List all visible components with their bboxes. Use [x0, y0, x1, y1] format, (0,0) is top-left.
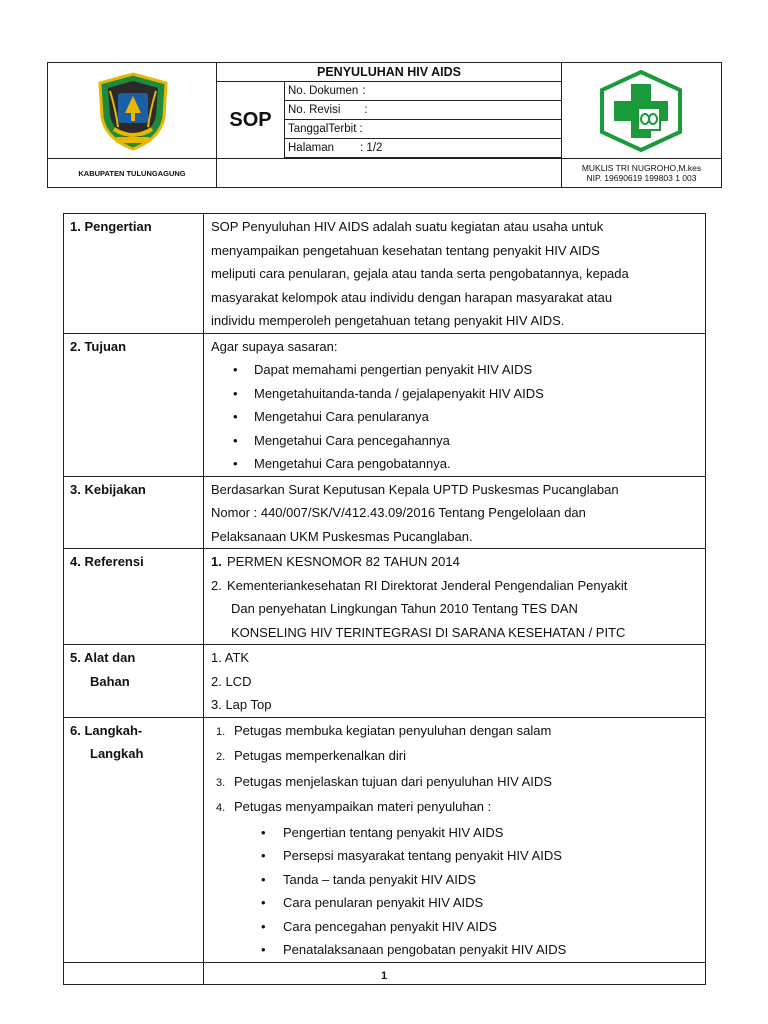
paragraph-line: Berdasarkan Surat Keputusan Kepala UPTD Puskesmas Pucanglaban — [211, 481, 619, 497]
item-number: 1. — [211, 554, 222, 569]
header-blank-cell — [217, 158, 561, 188]
list-item: • Mengetahui Cara penularanya — [211, 405, 698, 429]
row-label — [64, 645, 204, 718]
row-content — [204, 549, 706, 645]
materi-item: • Pengertian tentang penyakit HIV AIDS — [211, 821, 698, 845]
row-content — [204, 717, 706, 962]
step-item — [211, 744, 698, 770]
step-number: 1. — [216, 725, 226, 738]
meta-value: : — [362, 85, 366, 97]
regency-logo-cell — [48, 63, 217, 158]
row-content — [204, 476, 706, 549]
step-text: Petugas menjelaskan tujuan dari penyuluhan HIV AIDS — [234, 773, 552, 789]
step-item — [211, 719, 698, 745]
regency-name: KABUPATEN TULUNGAGUNG — [48, 158, 217, 188]
signatory — [561, 158, 721, 188]
list-item: • Mengetahui Cara pencegahannya — [211, 429, 698, 453]
step-text: Petugas memperkenalkan diri — [234, 748, 406, 763]
list-item: 3. Lap Top — [211, 697, 272, 712]
row-content — [204, 645, 706, 718]
paragraph-line: Nomor : 440/007/SK/V/412.43.09/2016 Tentang Pengelolaan dan — [211, 505, 586, 520]
list-item — [211, 550, 698, 574]
meta-label: No. Revisi — [288, 104, 341, 116]
signatory-name: MUKLIS TRI NUGROHO,M.kes — [581, 163, 702, 173]
puskesmas-logo-cell — [561, 63, 721, 158]
sop-content-table — [63, 213, 706, 985]
paragraph-line: meliputi cara penularan, gejala atau tanda serta pengobatannya, kepada — [211, 266, 629, 281]
step-text: Petugas menyampaikan materi penyuluhan : — [234, 799, 492, 814]
paragraph-line: individu memperoleh pengetahuan tetang penyakit HIV AIDS. — [211, 313, 565, 328]
row-label-line: Bahan — [90, 673, 130, 689]
row-content — [204, 214, 706, 334]
materi-item: • Cara pencegahan penyakit HIV AIDS — [211, 915, 698, 939]
row-alat-bahan — [64, 645, 706, 718]
paragraph-line: SOP Penyuluhan HIV AIDS adalah suatu kegiatan atau usaha untuk — [211, 219, 604, 234]
meta-no-dokumen — [285, 82, 561, 101]
row-label: 4. Referensi — [64, 549, 204, 645]
row-langkah — [64, 717, 706, 962]
item-text: Kementeriankesehatan RI Direktorat Jenderal Pengendalian Penyakit — [227, 577, 628, 593]
paragraph-line: Pelaksanaan UKM Puskesmas Pucanglaban. — [211, 528, 473, 544]
list-item-continued: Dan penyehatan Lingkungan Tahun 2010 Tentang TES DAN — [231, 601, 578, 616]
step-number: 4. — [216, 802, 226, 814]
meta-label: TanggalTerbit — [288, 123, 357, 135]
row-label-line: Langkah — [90, 746, 144, 761]
row-label-line: 5. Alat dan — [70, 650, 136, 665]
item-number: 2. — [211, 577, 222, 593]
step-item — [211, 795, 698, 821]
list-item: • Mengetahuitanda-tanda / gejalapenyakit HIV AIDS — [211, 382, 698, 406]
list-item — [211, 574, 698, 598]
tujuan-intro: Agar supaya sasaran: — [211, 338, 338, 354]
meta-label: No. Dokumen — [288, 85, 359, 97]
row-label: 3. Kebijakan — [64, 476, 204, 549]
paragraph-line: menyampaikan pengetahuan kesehatan tentang penyakit HIV AIDS — [211, 242, 600, 258]
meta-value: : 1/2 — [360, 142, 383, 154]
meta-tanggal-terbit — [285, 120, 561, 139]
list-item-continued: KONSELING HIV TERINTEGRASI DI SARANA KESEHATAN / PITC — [231, 624, 626, 640]
puskesmas-logo-icon — [600, 70, 682, 152]
step-text: Petugas membuka kegiatan penyuluhan dengan salam — [234, 722, 552, 738]
row-kebijakan — [64, 476, 706, 549]
meta-value: : — [359, 123, 363, 135]
document-title: PENYULUHAN HIV AIDS — [217, 63, 561, 82]
row-content — [204, 333, 706, 476]
list-item: • Mengetahui Cara pengobatannya. — [211, 452, 698, 476]
row-label — [64, 717, 204, 962]
materi-item: • Persepsi masyarakat tentang penyakit HIV AIDS — [211, 844, 698, 868]
row-pengertian — [64, 214, 706, 334]
sop-label: SOP — [217, 82, 285, 158]
list-item: 1. ATK — [211, 650, 250, 665]
meta-no-revisi — [285, 101, 561, 120]
step-item — [211, 770, 698, 796]
item-text: PERMEN KESNOMOR 82 TAHUN 2014 — [227, 554, 460, 569]
list-item: • Dapat memahami pengertian penyakit HIV AIDS — [211, 358, 698, 382]
step-number: 3. — [216, 776, 226, 789]
document-header — [47, 62, 722, 188]
tulungagung-emblem-icon — [96, 71, 170, 151]
meta-value: : — [364, 104, 368, 116]
list-item: 2. LCD — [211, 673, 252, 689]
meta-halaman — [285, 139, 561, 158]
signatory-nip: NIP. 19690619 199803 1 003 — [586, 173, 697, 183]
page-number: 1 — [380, 970, 388, 982]
row-tujuan — [64, 333, 706, 476]
paragraph-line: masyarakat kelompok atau individu dengan harapan masyarakat atau — [211, 289, 613, 305]
meta-label: Halaman — [288, 142, 335, 154]
materi-item: • Cara penularan penyakit HIV AIDS — [211, 891, 698, 915]
materi-item: • Penatalaksanaan pengobatan penyakit HIV AIDS — [211, 938, 698, 962]
row-referensi — [64, 549, 706, 645]
row-label: 2. Tujuan — [64, 333, 204, 476]
row-label-line: 6. Langkah- — [70, 722, 143, 738]
materi-item: • Tanda – tanda penyakit HIV AIDS — [211, 868, 698, 892]
step-number: 2. — [216, 751, 226, 763]
row-label: 1. Pengertian — [64, 214, 204, 334]
